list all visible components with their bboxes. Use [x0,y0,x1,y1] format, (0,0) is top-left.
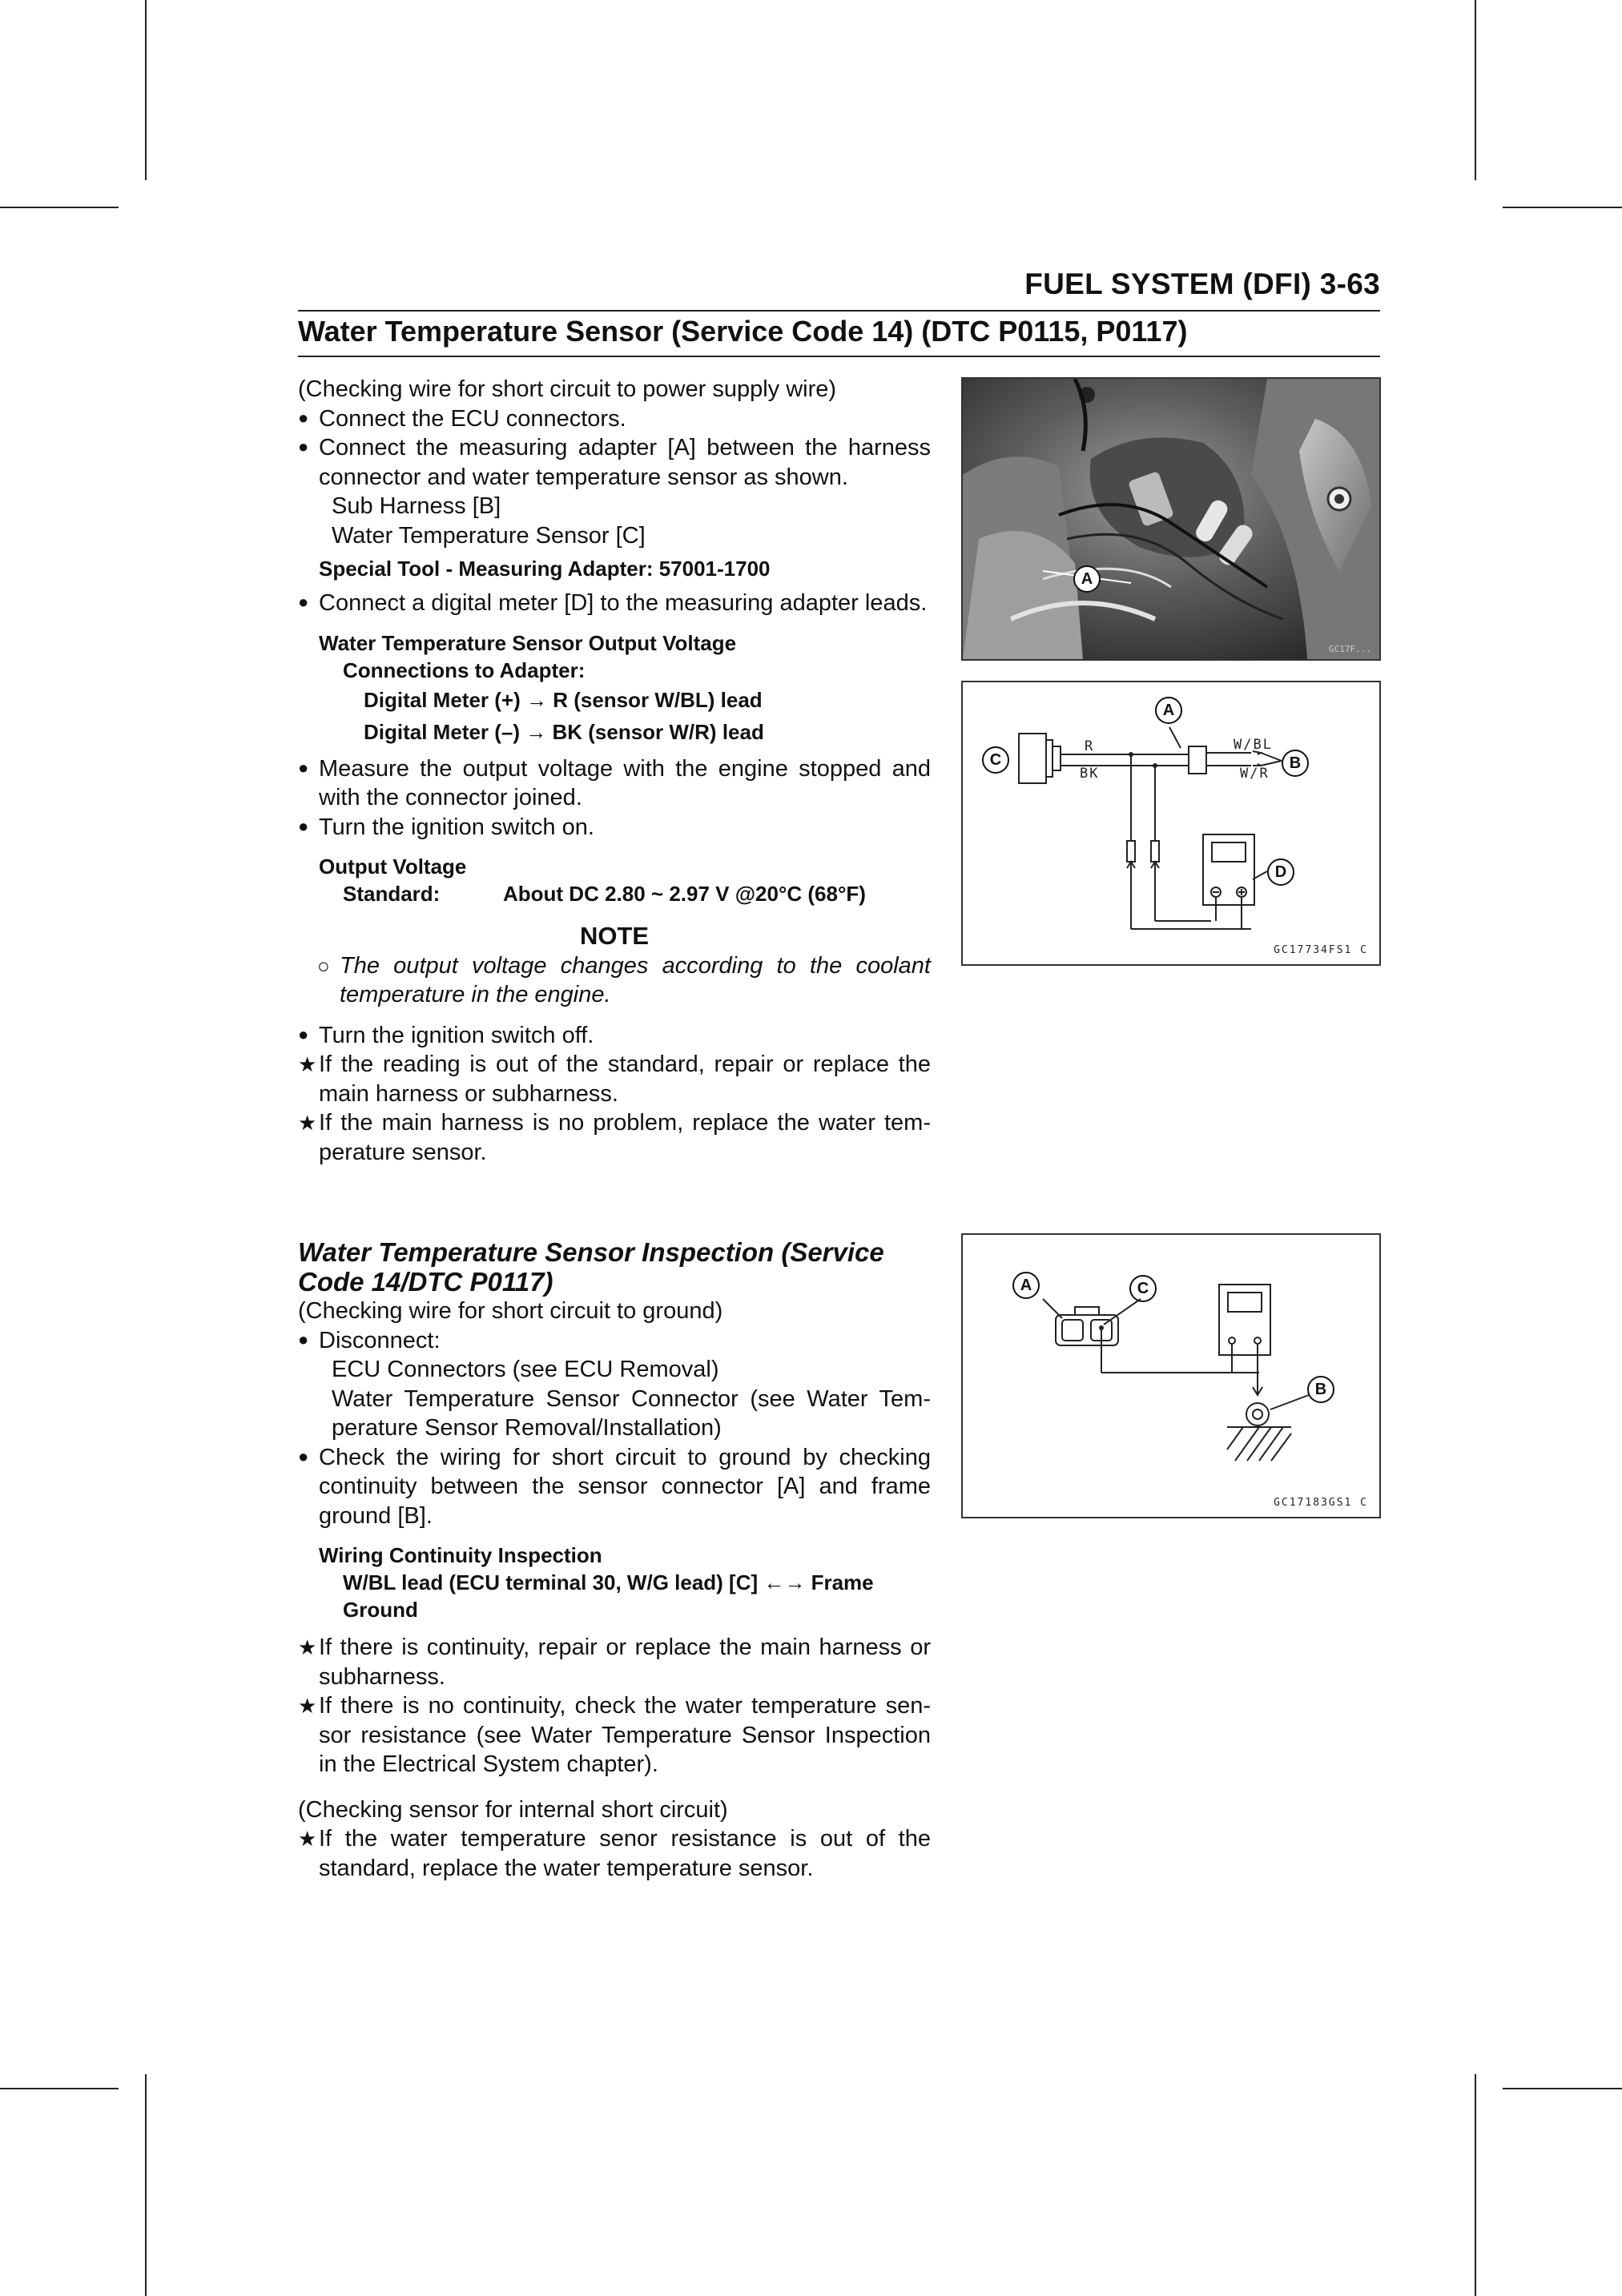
label-d-callout [1267,858,1294,886]
spec-title: Water Temperature Sensor Output Voltage [319,630,737,655]
crop-mark [0,207,119,208]
page-header: FUEL SYSTEM (DFI) 3-63 [1024,267,1380,300]
spec-line: W/BL lead (ECU terminal 30, W/G lead) [C] ←→ Frame Ground [343,1570,874,1622]
star-item: ★ If the water temperature senor resistance is out of the standard, replace the water temperature sensor. [298,1824,931,1883]
note-text: ○ The output voltage changes according to the coolant temperature in the engine. [298,951,931,1010]
star-item: ★ If there is continuity, repair or replace the main harness or subharness. [298,1633,931,1691]
label-c-callout [982,746,1009,774]
crop-mark [0,2088,119,2089]
callout-letter: D [1274,863,1287,881]
note-heading: NOTE [579,922,650,950]
crop-mark [145,0,147,180]
intro-text: (Checking wire for short circuit to ground) [298,1298,723,1324]
sub-item: Water Temperature Sensor Connector (see Water Tem-perature Sensor Removal/Installation) [332,1385,931,1441]
callout-letter: C [989,751,1002,769]
star-item: ★ If the reading is out of the standard, repair or replace the main harness or subharness. [298,1050,931,1108]
spec-line: Digital Meter (+) → R (sensor W/BL) lead [364,687,763,712]
callout-letter: B [1289,754,1302,772]
text-block-1 [298,375,931,1167]
callout-letter: A [1020,1277,1032,1294]
bullet-item: ● Connect the measuring adapter [A] between the harness connector and water temperature sensor as shown. [298,433,931,492]
bullet-item: ● Disconnect: [298,1326,931,1356]
wire-label: W/BL [1234,737,1273,753]
star-item: ★ If the main harness is no problem, replace the water tem-perature sensor. [298,1108,931,1167]
special-tool: Special Tool - Measuring Adapter: 57001-1700 [319,557,771,581]
photo-figure [961,377,1381,661]
label-a-callout [1012,1272,1040,1299]
spec-line: Digital Meter (–) → BK (sensor W/R) lead [364,719,764,744]
wiring-diagram-1 [961,681,1381,966]
wiring-diagram-1-drawing [963,682,1379,964]
spec-title: Wiring Continuity Inspection [319,1543,602,1567]
section-title: Water Temperature Sensor (Service Code 14) (DTC P0115, P0117) [298,315,1188,348]
wiring-diagram-2 [961,1233,1381,1518]
intro-text: (Checking wire for short circuit to power supply wire) [298,376,837,402]
crop-mark [1503,207,1622,208]
bullet-item: ● Check the wiring for short circuit to ground by checking continuity between the sensor connector [A] and frame ground [B]. [298,1443,931,1531]
sub-item: Water Temperature Sensor [C] [332,522,646,549]
sub-item: Sub Harness [B] [332,493,501,519]
crop-mark [1475,2074,1476,2296]
spec-value: About DC 2.80 ~ 2.97 V @20°C (68°F) [503,882,866,906]
intro-text: (Checking sensor for internal short circuit) [298,1796,728,1823]
text-block-2 [298,1237,931,1883]
figure-code: GC17183GS1 C [1274,1497,1368,1509]
header-rule [298,310,1380,312]
callout-letter: B [1314,1381,1327,1398]
spec-connections: Connections to Adapter: [343,657,586,682]
wire-label: W/R [1240,766,1270,782]
spec-title: Output Voltage [319,854,467,879]
label-c-callout [1129,1275,1157,1302]
star-item: ★ If there is no continuity, check the water temperature sen-sor resistance (see Water Temperature Sensor Inspection in the Electrical System chapter). [298,1691,931,1779]
label-b-callout [1307,1376,1334,1403]
callout-letter: C [1137,1280,1149,1297]
title-rule [298,356,1380,357]
callout-letter: A [1162,702,1175,719]
wire-label: BK [1080,766,1100,782]
crop-mark [145,2074,147,2296]
section-heading: Water Temperature Sensor Inspection (Service Code 14/DTC P0117) [298,1237,884,1297]
engine-photo [963,379,1379,659]
callout-letter: A [1081,570,1093,588]
figure-code: GC17734FS1 C [1274,944,1368,956]
bullet-item: ● Turn the ignition switch off. [298,1021,931,1051]
wire-label: R [1085,738,1095,754]
label-b-callout [1282,750,1309,777]
label-a-callout [1155,697,1182,724]
crop-mark [1503,2088,1622,2089]
photo-code: GC17F... [1329,644,1371,654]
bullet-item: ● Connect the ECU connectors. [298,404,931,434]
bullet-item: ● Turn the ignition switch on. [298,813,931,842]
spec-label: Standard: [343,882,441,906]
bullet-item: ● Connect a digital meter [D] to the measuring adapter leads. [298,589,931,618]
crop-mark [1475,0,1476,180]
label-a-callout [1073,565,1101,593]
bullet-item: ● Measure the output voltage with the engine stopped and with the connector joined. [298,754,931,813]
spec-standard [298,880,931,907]
sub-item: ECU Connectors (see ECU Removal) [332,1357,719,1382]
